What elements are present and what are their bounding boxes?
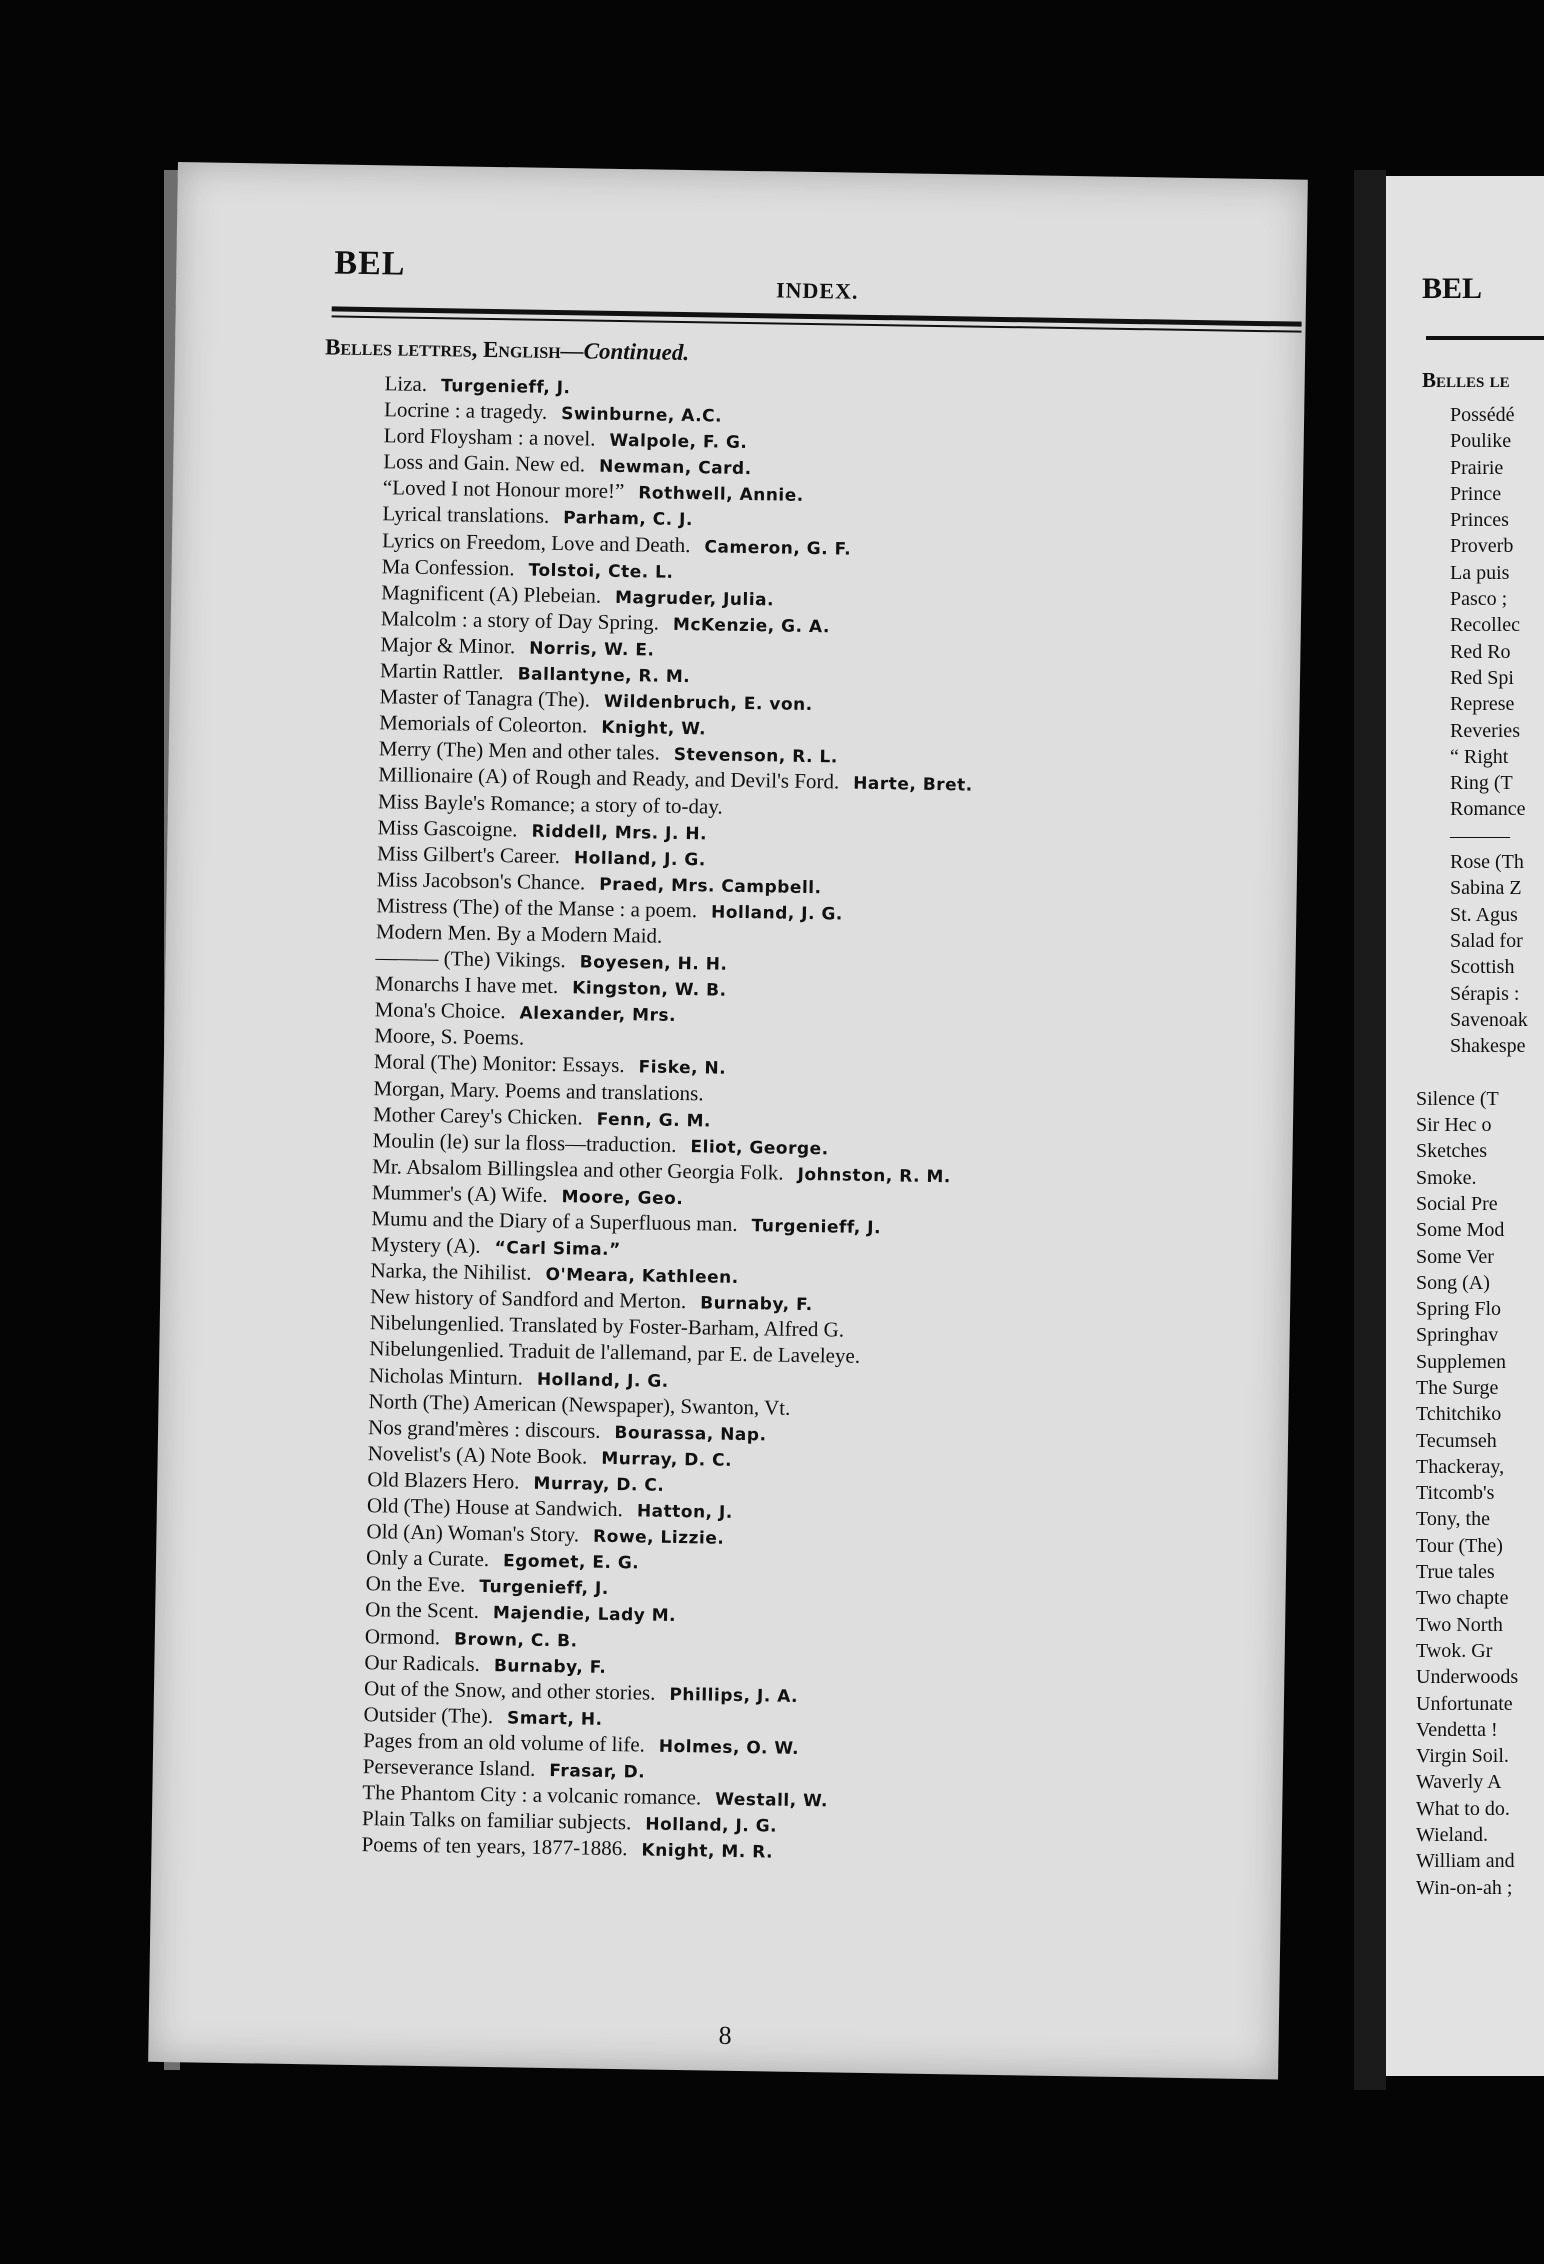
- entry-author: Eliot, George.: [690, 1136, 829, 1160]
- index-entry-right: Princes: [1450, 509, 1509, 532]
- index-entry-right: Proverb: [1450, 535, 1514, 558]
- entry-author: Turgenieff, J.: [440, 376, 571, 399]
- entry-title: Miss Gascoigne.: [377, 814, 518, 842]
- section-title: Belles lettres, English: [324, 334, 561, 364]
- index-entry-right: Smoke.: [1416, 1166, 1477, 1189]
- entry-title: Perseverance Island.: [362, 1754, 536, 1781]
- entry-title: “Loved I not Honour more!”: [382, 475, 625, 504]
- entry-author: Holmes, O. W.: [658, 1736, 800, 1759]
- index-entry-right: Scottish: [1450, 956, 1515, 979]
- entry-author: Norris, W. E.: [528, 638, 655, 661]
- entry-title: Plain Talks on familiar subjects.: [361, 1806, 632, 1835]
- entry-title: Magnificent (A) Plebeian.: [381, 579, 602, 608]
- entry-title: Outsider (The).: [363, 1701, 494, 1728]
- entry-title: Memorials of Coleorton.: [379, 710, 588, 738]
- index-entry-right: Springhav: [1416, 1324, 1499, 1347]
- entry-author: O'Meara, Kathleen.: [545, 1265, 739, 1289]
- entry-author: Majendie, Lady M.: [492, 1603, 677, 1627]
- index-entry-right: Twok. Gr: [1416, 1639, 1493, 1662]
- entry-author: Turgenieff, J.: [751, 1216, 882, 1239]
- section-heading-right: Belles le: [1422, 368, 1510, 392]
- entry-title: Old (An) Woman's Story.: [366, 1519, 580, 1547]
- entry-title: The Phantom City : a volcanic romance.: [362, 1780, 702, 1810]
- entry-title: Malcolm : a story of Day Spring.: [380, 606, 660, 635]
- entry-author: McKenzie, G. A.: [672, 614, 831, 638]
- entry-author: Newman, Card.: [598, 456, 752, 480]
- entry-title: Nicholas Minturn.: [368, 1362, 524, 1390]
- entry-title: Out of the Snow, and other stories.: [363, 1675, 656, 1705]
- index-entry-right: Poulike: [1450, 430, 1512, 453]
- index-entry-right: Some Ver: [1416, 1245, 1494, 1268]
- entry-author: Smart, H.: [506, 1708, 603, 1730]
- index-entry-right: Two North: [1416, 1613, 1503, 1636]
- entry-author: Burnaby, F.: [493, 1655, 607, 1678]
- entry-author: Murray, D. C.: [533, 1473, 665, 1496]
- running-head-right: BEL: [1422, 272, 1483, 305]
- index-entry-right: Sir Hec o: [1416, 1114, 1492, 1137]
- entry-title: Mummer's (A) Wife.: [371, 1180, 548, 1207]
- entry-author: Stevenson, R. L.: [673, 745, 838, 768]
- entry-title: Ma Confession.: [381, 553, 515, 580]
- entry-title: Our Radicals.: [364, 1649, 481, 1676]
- entry-title: Master of Tanagra (The).: [379, 684, 591, 712]
- entry-author: Magruder, Julia.: [614, 587, 775, 611]
- entry-author: Holland, J. G.: [573, 847, 706, 871]
- entry-title: Major & Minor.: [380, 632, 516, 659]
- entry-title: Lord Floysham : a novel.: [383, 423, 596, 451]
- entry-author: Holland, J. G.: [710, 902, 843, 925]
- index-entry-right: William and: [1416, 1850, 1515, 1873]
- index-entry-right: Tour (The): [1416, 1534, 1503, 1557]
- entry-author: Swinburne, A.C.: [560, 404, 723, 427]
- entry-author: Riddell, Mrs. J. H.: [531, 821, 708, 844]
- entry-author: Johnston, R. M.: [797, 1164, 952, 1188]
- index-entry-right: Red Spi: [1450, 666, 1514, 689]
- index-entry-right: Tony, the: [1416, 1508, 1490, 1531]
- entry-author: Harte, Bret.: [852, 774, 973, 796]
- entry-title: Morgan, Mary. Poems and translations.: [373, 1075, 704, 1105]
- entry-title: Lyrical translations.: [382, 501, 550, 529]
- index-entry-right: Shakespe: [1450, 1035, 1526, 1058]
- index-entry-right: What to do.: [1416, 1797, 1510, 1820]
- entry-author: Turgenieff, J.: [479, 1577, 609, 1600]
- entry-title: Mumu and the Diary of a Superfluous man.: [371, 1206, 738, 1236]
- entry-author: Brown, C. B.: [453, 1629, 578, 1651]
- index-entry-right: Recollec: [1450, 614, 1520, 637]
- index-entry-right: “ Right: [1450, 745, 1509, 768]
- entry-author: Rowe, Lizzie.: [592, 1526, 725, 1549]
- entry-author: Holland, J. G.: [645, 1814, 778, 1837]
- index-entry-right: Romance: [1450, 798, 1526, 821]
- entry-author: Moore, Geo.: [561, 1187, 684, 1209]
- entry-title: On the Eve.: [365, 1571, 466, 1598]
- entry-title: Miss Jacobson's Chance.: [376, 866, 586, 895]
- entry-title: Mona's Choice.: [374, 997, 506, 1024]
- header-rule-right: [1426, 336, 1544, 340]
- index-entry-right: Represe: [1450, 693, 1515, 716]
- entry-title: ——— (The) Vikings.: [375, 945, 566, 973]
- entry-title: Merry (The) Men and other tales.: [378, 736, 661, 765]
- index-entry-right: Salad for: [1450, 929, 1523, 952]
- entry-title: Old (The) House at Sandwich.: [366, 1493, 624, 1522]
- entry-title: Moore, S. Poems.: [374, 1023, 525, 1050]
- index-entry-right: Two chapte: [1416, 1587, 1509, 1610]
- index-entry-right: Titcomb's: [1416, 1482, 1495, 1505]
- entry-title: Pages from an old volume of life.: [363, 1727, 646, 1757]
- entry-author: Hatton, J.: [636, 1501, 733, 1523]
- entry-author: Rothwell, Annie.: [638, 483, 804, 507]
- entry-title: North (The) American (Newspaper), Swanton, Vt.: [368, 1388, 791, 1420]
- index-entry-right: Tecumseh: [1416, 1429, 1497, 1452]
- index-entries-right: [1416, 402, 1528, 1901]
- index-entry-right: Ring (T: [1450, 772, 1513, 795]
- entry-title: Miss Gilbert's Career.: [376, 840, 561, 868]
- index-entry-right: Supplemen: [1416, 1350, 1506, 1373]
- section-continued: —Continued.: [560, 338, 690, 366]
- index-entry-right: Rose (Th: [1450, 851, 1524, 874]
- entry-author: Tolstoi, Cte. L.: [528, 560, 674, 583]
- left-page: [148, 162, 1308, 2080]
- index-entry-right: Waverly A: [1416, 1771, 1502, 1794]
- index-entry-right: Sérapis :: [1450, 982, 1520, 1005]
- entry-author: Alexander, Mrs.: [519, 1003, 677, 1027]
- index-entry-right: ———: [1450, 824, 1510, 847]
- entry-author: Walpole, F. G.: [609, 430, 748, 454]
- index-entry-right: Song (A): [1416, 1271, 1490, 1294]
- entry-title: Poems of ten years, 1877-1886.: [361, 1832, 628, 1861]
- entry-title: Mystery (A).: [370, 1232, 481, 1258]
- entry-author: Holland, J. G.: [536, 1369, 669, 1392]
- entry-author: Cameron, G. F.: [704, 536, 852, 560]
- index-entry-right: True tales: [1416, 1561, 1495, 1584]
- index-entry-right: Some Mod: [1416, 1219, 1505, 1242]
- gutter: [1354, 170, 1386, 2090]
- index-entries: [361, 370, 1284, 1871]
- entry-title: Millionaire (A) of Rough and Ready, and Devil's Ford.: [378, 762, 840, 794]
- index-entry-right: Tchitchiko: [1416, 1403, 1502, 1426]
- entry-title: Old Blazers Hero.: [367, 1467, 520, 1494]
- entry-author: Knight, M. R.: [641, 1840, 774, 1863]
- index-entry-right: Silence (T: [1416, 1087, 1499, 1110]
- page-number: 8: [718, 2020, 732, 2050]
- entry-title: Mr. Absalom Billingslea and other Georgia Folk.: [372, 1153, 784, 1185]
- index-entry-right: Pasco ;: [1450, 588, 1508, 611]
- entry-author: “Carl Sima.”: [494, 1238, 621, 1261]
- entry-author: Fiske, N.: [638, 1057, 727, 1080]
- entry-title: Modern Men. By a Modern Maid.: [375, 919, 663, 948]
- entry-author: Boyesen, H. H.: [579, 952, 728, 975]
- section-heading: [325, 334, 689, 366]
- entry-author: Murray, D. C.: [601, 1448, 733, 1471]
- right-page: [1386, 176, 1544, 2076]
- index-entry-right: Prince: [1450, 482, 1502, 505]
- entry-title: Lyrics on Freedom, Love and Death.: [381, 527, 691, 557]
- entry-title: Loss and Gain. New ed.: [383, 449, 586, 477]
- index-entry-right: Sabina Z: [1450, 877, 1522, 900]
- index-entry-right: Sketches: [1416, 1140, 1488, 1163]
- index-entry-right: Reveries: [1450, 719, 1520, 742]
- entry-author: Ballantyne, R. M.: [517, 664, 691, 688]
- entry-author: Knight, W.: [601, 717, 707, 740]
- index-entry-right: The Surge: [1416, 1376, 1499, 1399]
- index-entry-right: Spring Flo: [1416, 1298, 1502, 1321]
- entry-title: Narka, the Nihilist.: [370, 1258, 532, 1285]
- entry-title: Only a Curate.: [365, 1545, 490, 1572]
- entry-author: Egomet, E. G.: [502, 1551, 640, 1574]
- entry-author: Kingston, W. B.: [572, 978, 727, 1001]
- entry-title: Miss Bayle's Romance; a story of to-day.: [377, 788, 723, 819]
- index-entry-right: Underwoods: [1416, 1666, 1519, 1689]
- entry-title: Moulin (le) sur la floss—traduction.: [372, 1127, 677, 1157]
- index-entry-right: La puis: [1450, 561, 1510, 584]
- running-head-left: BEL: [334, 244, 406, 283]
- entry-title: Mother Carey's Chicken.: [372, 1101, 583, 1130]
- index-entry-right: Savenoak: [1450, 1008, 1528, 1031]
- entry-title: Ormond.: [364, 1623, 441, 1649]
- entry-title: On the Scent.: [365, 1597, 480, 1624]
- entry-author: Wildenbruch, E. von.: [603, 691, 813, 716]
- index-entry-right: Virgin Soil.: [1416, 1745, 1509, 1768]
- index-entry-right: Red Ro: [1450, 640, 1511, 663]
- entry-title: Liza.: [384, 371, 428, 396]
- entry-author: Westall, W.: [715, 1789, 829, 1812]
- entry-author: Frasar, D.: [549, 1761, 646, 1783]
- entry-title: Locrine : a tragedy.: [383, 397, 548, 424]
- index-entry-right: Prairie: [1450, 456, 1504, 479]
- index-entry-right: Vendetta !: [1416, 1718, 1498, 1741]
- entry-author: Burnaby, F.: [700, 1293, 813, 1316]
- index-entry-right: Unfortunate: [1416, 1692, 1513, 1715]
- running-head-center: INDEX.: [775, 277, 859, 304]
- entry-author: Phillips, J. A.: [669, 1684, 799, 1707]
- entry-title: Novelist's (A) Note Book.: [367, 1440, 588, 1469]
- index-entry-right: Possédé: [1450, 404, 1515, 426]
- entry-title: Mistress (The) of the Manse : a poem.: [376, 893, 698, 923]
- entry-author: Praed, Mrs. Campbell.: [599, 874, 822, 898]
- entry-title: Nos grand'mères : discours.: [367, 1414, 601, 1443]
- index-entry-right: Social Pre: [1416, 1192, 1498, 1215]
- entry-title: Martin Rattler.: [379, 658, 504, 685]
- index-entry-right: Win-on-ah ;: [1416, 1876, 1513, 1899]
- index-entry-right: [1416, 1059, 1528, 1085]
- entry-author: Bourassa, Nap.: [614, 1422, 767, 1446]
- entry-title: Nibelungenlied. Traduit de l'allemand, par E. de Laveleye.: [369, 1336, 861, 1369]
- entry-title: Monarchs I have met.: [374, 971, 559, 999]
- index-entry-right: Wieland.: [1416, 1824, 1488, 1847]
- entry-author: Parham, C. J.: [563, 508, 694, 531]
- entry-title: Moral (The) Monitor: Essays.: [373, 1049, 625, 1078]
- entry-title: Nibelungenlied. Translated by Foster-Barham, Alfred G.: [369, 1310, 845, 1342]
- entry-title: New history of Sandford and Merton.: [370, 1284, 687, 1314]
- index-entry-right: St. Agus: [1450, 903, 1518, 926]
- index-entry-right: Thackeray,: [1416, 1455, 1505, 1478]
- entry-author: Fenn, G. M.: [596, 1109, 712, 1132]
